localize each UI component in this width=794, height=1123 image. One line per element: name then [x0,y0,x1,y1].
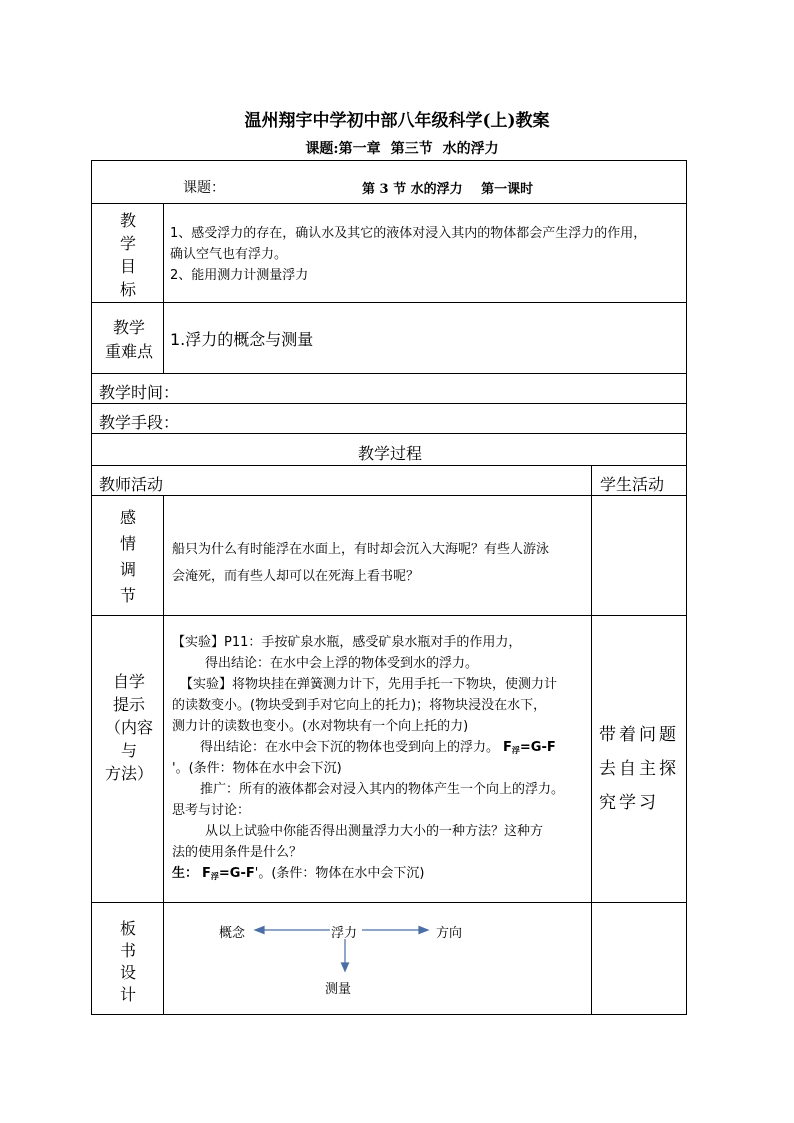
time-label: 教学时间： [99,383,180,402]
selfstudy-label: 自学 提示 （内容 与 方法） [104,672,153,783]
document-title: 温州翔宇中学初中部八年级科学(上)教案 [244,111,550,131]
board-concept: 概念 [219,926,246,941]
selfstudy-line: 得出结论：在水中会上浮的物体受到水的浮力。 [205,656,479,671]
selfstudy-line: 的读数变小。(物块受到手对它向上的托力)；将物块浸没在水下， [172,698,547,713]
student-activity-header: 学生活动 [600,475,665,494]
keypoints-text: 1.浮力的概念与测量 [170,330,314,349]
selfstudy-line: 思考与讨论： [172,803,251,818]
selfstudy-line: '。(条件：物体在水中会下沉) [172,761,342,776]
subtitle-topic: 水的浮力 [442,141,499,157]
board-buoyancy: 浮力 [331,926,358,941]
emotion-label: 感 情 调 节 [119,508,136,605]
goals-line-1: 1、感受浮力的存在，确认水及其它的液体对浸入其内的物体都会产生浮力的作用， [170,226,647,241]
selfstudy-line: 法的使用条件是什么？ [172,845,303,860]
selfstudy-line: 从以上试验中你能否得出测量浮力大小的一种方法？这种方 [205,824,544,839]
selfstudy-line: 得出结论：在水中会下沉的物体也受到向上的浮力。 $F_浮=G-F$ [200,740,556,755]
board-label: 板 书 设 计 [119,919,136,1004]
goals-label: 教 学 目 标 [119,211,136,299]
selfstudy-line: 生： $F_浮=G-F'$。(条件：物体在水中会下沉) [172,866,425,881]
teacher-activity-header: 教师活动 [99,475,164,494]
lesson-section: 第 3 节 水的浮力 [362,182,463,197]
board-direction: 方向 [436,926,463,941]
means-label: 教学手段： [99,413,180,432]
selfstudy-line: 【实验】将物块挂在弹簧测力计下，先用手托一下物块，使测力计 [180,677,558,692]
process-heading: 教学过程 [357,444,422,463]
lesson-label: 课题： [183,180,225,196]
goals-line-2: 确认空气也有浮力。 [170,247,288,262]
selfstudy-line: 【实验】P11：手按矿泉水瓶，感受矿泉水瓶对手的作用力， [172,635,522,650]
emotion-line-1: 船只为什么有时能浮在水面上，有时却会沉入大海呢？有些人游泳 [172,542,550,557]
selfstudy-line: 推广：所有的液体都会对浸入其内的物体产生一个向上的浮力。 [200,782,565,797]
emotion-line-2: 会淹死，而有些人却可以在死海上看书呢？ [172,569,420,584]
selfstudy-line: 测力计的读数也变小。(水对物块有一个向上托的力) [172,719,469,734]
keypoints-label: 教学 重难点 [104,318,153,361]
subtitle-section: 第三节 [390,141,433,157]
goals-line-3: 2、能用测力计测量浮力 [170,268,309,283]
lesson-period: 第一课时 [481,182,534,197]
subtitle-chapter: 课题:第一章 [305,141,381,157]
student-activity-text: 带着问题 去自主探 究学习 [599,725,679,813]
board-measure: 测量 [325,982,352,997]
